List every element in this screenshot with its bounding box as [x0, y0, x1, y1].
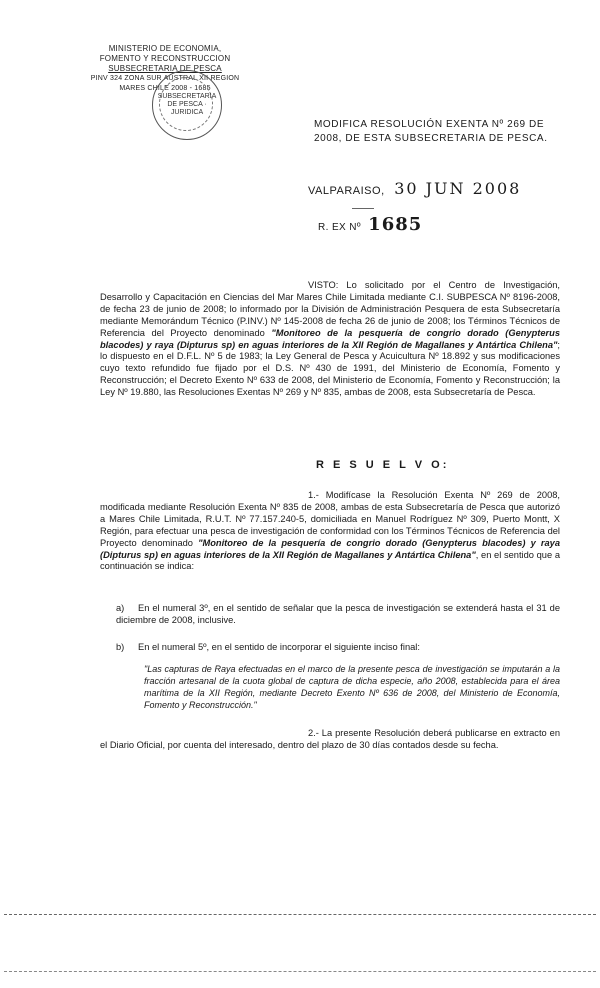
reference-line-2: MARES CHILE 2008 - 1685: [119, 85, 211, 92]
resuelvo-heading: R E S U E L V O:: [316, 459, 450, 471]
seal-text: SUBSECRETARIA DE PESCA · JURIDICA: [157, 93, 217, 116]
ministry-line-2: FOMENTO Y RECONSTRUCCION: [99, 54, 231, 63]
list-item-a: [116, 603, 560, 627]
resuelvo-paragraph-2: [100, 728, 560, 752]
p1-text-1: 1.- Modifícase la Resolución Exenta Nº 269 de 2008, modificada mediante Resolución Exenta Nº 835 de 2008, ambas de esta Subsecretaría de Pesca que autorizó a Mares Chile Limitada, R.U.T. Nº 77.157.240-5, domiciliada en Manuel Rodríguez Nº 309, Puerto Montt, X Región, para efectuar una pesca de investigación de conformidad con los Términos Técnicos de Referencia del Proyecto denominado: [100, 490, 560, 548]
resolution-number: 1685: [368, 214, 423, 235]
date-stamp: 30 JUN 2008: [394, 179, 522, 198]
list-item-b: [116, 642, 560, 654]
project-title-2: "Monitoreo de la pesquería de congrio dorado (Genypterus blacodes) y raya (Dipturus sp) en aguas interiores de la XII Región de Magallanes y Antártica Chilena": [100, 537, 560, 560]
item-marker: a): [116, 603, 125, 613]
official-seal: [152, 70, 222, 140]
resuelvo-paragraph-1: [100, 490, 560, 573]
document-subject: MODIFICA RESOLUCIÓN EXENTA Nº 269 DE 2008, DE ESTA SUBSECRETARIA DE PESCA.: [314, 119, 548, 144]
item-marker: b): [116, 642, 125, 652]
date-line: [308, 179, 521, 198]
resolution-prefix: R. EX Nº: [318, 222, 361, 233]
item-a-text: En el numeral 3º, en el sentido de señalar que la pesca de investigación se extenderá hasta el 31 de diciembre de 2008, inclusive.: [116, 603, 560, 625]
page-divider: [4, 914, 596, 915]
reference-line: PINV 324 ZONA SUR AUSTRAL XII REGION: [90, 75, 240, 82]
subsecretaria-line: SUBSECRETARIA DE PESCA: [108, 64, 222, 73]
date-place: VALPARAISO,: [308, 185, 385, 197]
resolution-number-line: [318, 214, 422, 235]
ministry-line: MINISTERIO DE ECONOMIA,: [108, 44, 222, 53]
project-title: "Monitoreo de la pesquería de congrio dorado (Genypterus blacodes) y raya (Dipturus sp) en aguas interiores de la XII Región de Magallanes y Antártica Chilena": [100, 327, 561, 350]
page-edge-line: [4, 971, 596, 972]
visto-paragraph: [100, 280, 560, 399]
p2-text: 2.- La presente Resolución deberá publicarse en extracto en el Diario Oficial, por cuenta del interesado, dentro del plazo de 30 días contados desde su fecha.: [100, 728, 560, 750]
item-b-text: En el numeral 5º, en el sentido de incorporar el siguiente inciso final:: [138, 642, 420, 652]
visto-text-2: ; lo dispuesto en el D.F.L. Nº 5 de 1983; la Ley General de Pesca y Acuicultura Nº 18.892 y sus modificaciones cuyo texto refundido fue fijado por el D.S. Nº 430 de 1991, del Ministerio de Economía, Fomento y Reconstrucción; el Decreto Exento Nº 633 de 2008, del Ministerio de Economía, Fomento y Reconstrucción; la Ley Nº 19.880, las Resoluciones Exentas Nº 269 y Nº 835, ambas de 2008, esta Subsecretaría de Pesca.: [100, 339, 560, 398]
visto-text-1: VISTO: Lo solicitado por el Centro de Investigación, Desarrollo y Capacitación en Ciencias del Mar Mares Chile Limitada mediante C.I. SUBPESCA Nº 8196-2008, de fecha 23 de junio de 2008; lo informado por la División de Administración Pesquera de esta Subsecretaría mediante Memorándum Técnico (P.INV.) Nº 145-2008 de fecha 26 de junio de 2008; los Términos Técnicos de Referencia del Proyecto denominado: [100, 280, 560, 338]
p1-text-2: , en el sentido que a continuación se indica:: [100, 549, 560, 572]
quoted-inciso: "Las capturas de Raya efectuadas en el marco de la presente pesca de investigación se imputarán a la fracción artesanal de la cuota global de captura de dicha especie, año 2008, establecida para el área marítima de la XII Región, mediante Decreto Exento Nº 636 de 2008, del Ministerio de Economía, Fomento y Reconstrucción.": [144, 664, 560, 710]
divider-mark: [352, 208, 374, 209]
